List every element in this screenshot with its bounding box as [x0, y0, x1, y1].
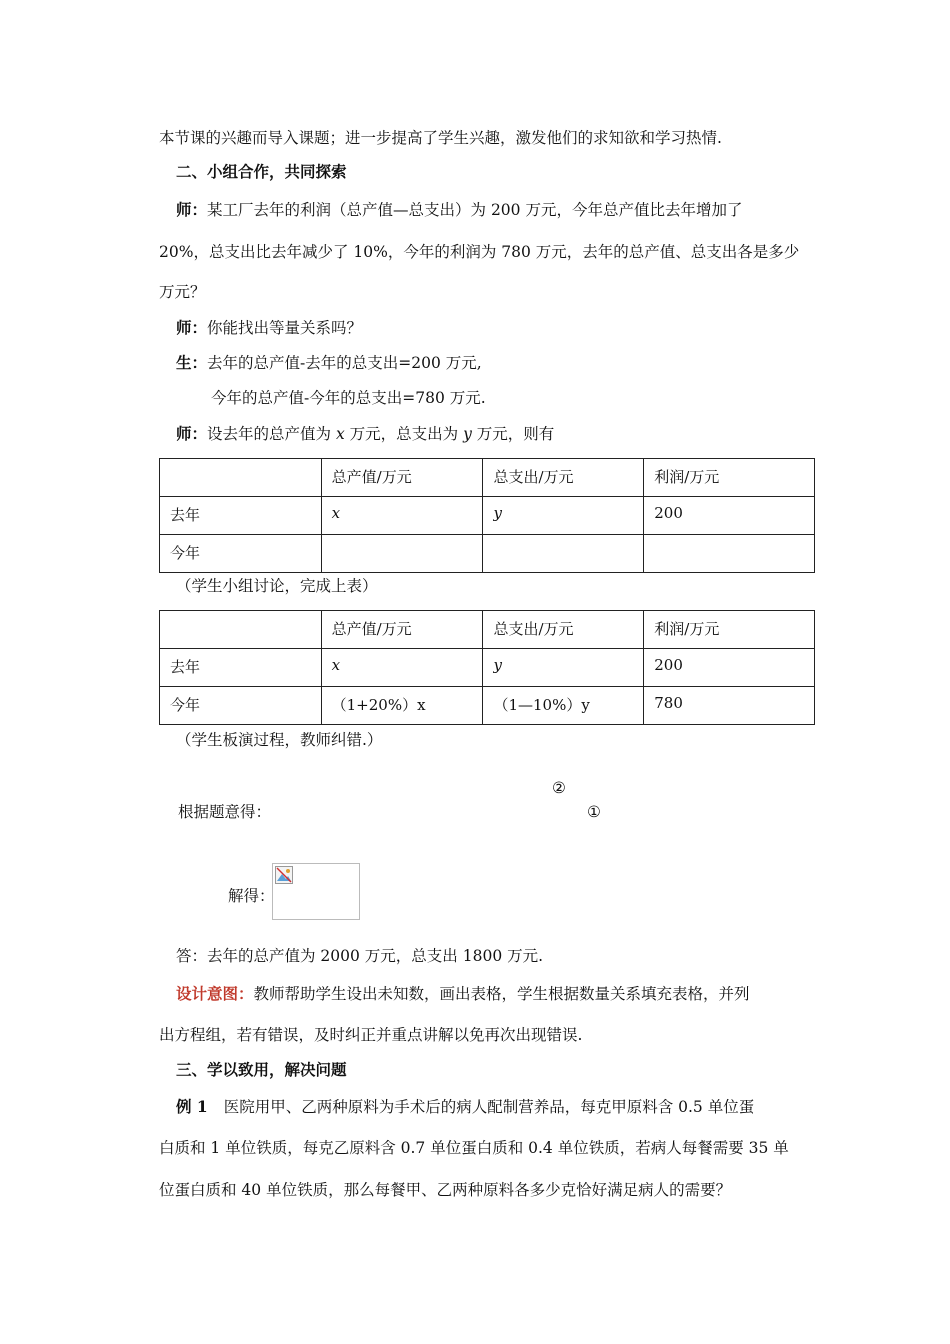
table-header-row [160, 611, 815, 649]
table-cell: 200 [644, 649, 815, 687]
table-cell: 今年 [160, 535, 322, 573]
solve-label: 解得： [228, 887, 275, 905]
example-text: 医院用甲、乙两种原料为手术后的病人配制营养品，每克甲原料含 0.5 单位蛋 [223, 1098, 755, 1116]
table-header-cell: 总产值/万元 [321, 459, 483, 497]
table-row [160, 497, 815, 535]
table-header-cell: 总支出/万元 [483, 459, 644, 497]
broken-image-icon [275, 866, 293, 884]
example-line-1 [176, 1097, 754, 1117]
design-intent-label: 设计意图： [176, 984, 254, 1003]
table-cell: 去年 [160, 649, 322, 687]
design-intent-line-2: 出方程组，若有错误，及时纠正并重点讲解以免再次出现错误. [159, 1026, 583, 1044]
table-cell: x [321, 497, 483, 535]
table-cell: 去年 [160, 497, 322, 535]
table-cell: 200 [644, 497, 815, 535]
speaker-teacher: 师： [176, 424, 208, 443]
table-header-cell [160, 611, 322, 649]
table-cell: y [483, 649, 644, 687]
section-heading-2: 二、小组合作，共同探索 [176, 162, 347, 181]
table-note-discussion: （学生小组讨论，完成上表） [176, 577, 378, 595]
table-cell: （1—10%）y [483, 687, 644, 725]
table-row [160, 687, 815, 725]
table-header-cell: 总产值/万元 [321, 611, 483, 649]
setup-mid: 万元，总支出为 [344, 425, 464, 443]
setup-pre: 设去年的总产值为 [207, 425, 336, 443]
table-note-correction: （学生板演过程，教师纠错.） [176, 731, 383, 749]
speaker-teacher: 师： [176, 200, 208, 219]
speaker-student: 生： [176, 353, 208, 372]
setup-post: 万元，则有 [471, 425, 555, 443]
table-header-cell: 利润/万元 [644, 459, 815, 497]
by-problem-label: 根据题意得： [178, 803, 272, 821]
example-line-3: 位蛋白质和 40 单位铁质，那么每餐甲、乙两种原料各多少克恰好满足病人的需要？ [159, 1181, 732, 1199]
table-blank [159, 458, 815, 573]
student-answer-line-2: 今年的总产值-今年的总支出=780 万元. [211, 389, 486, 407]
teacher-problem-line-1 [176, 200, 742, 220]
var-y: y [463, 425, 472, 443]
solution-image-placeholder [272, 863, 360, 920]
teacher-question [176, 318, 362, 338]
table-cell [321, 535, 483, 573]
table-cell: 今年 [160, 687, 322, 725]
problem-text: 某工厂去年的利润（总产值—总支出）为 200 万元，今年总产值比去年增加了 [207, 201, 743, 219]
table-cell [483, 535, 644, 573]
intro-line: 本节课的兴趣而导入课题；进一步提高了学生兴趣，激发他们的求知欲和学习热情. [159, 129, 722, 147]
table-cell: 780 [644, 687, 815, 725]
table-row [160, 535, 815, 573]
example-line-2: 白质和 1 单位铁质，每克乙原料含 0.7 单位蛋白质和 0.4 单位铁质，若病人每餐需要 35 单 [159, 1139, 789, 1157]
table-header-row [160, 459, 815, 497]
section-heading-3: 三、学以致用，解决问题 [176, 1060, 347, 1079]
question-text: 你能找出等量关系吗？ [207, 319, 363, 337]
table-filled [159, 610, 815, 725]
teacher-problem-line-2: 20%，总支出比去年减少了 10%，今年的利润为 780 万元，去年的总产值、总支出各是多少 [159, 243, 800, 261]
table-header-cell [160, 459, 322, 497]
table-cell: y [483, 497, 644, 535]
var-x: x [335, 425, 345, 443]
design-intent-line-1 [176, 984, 750, 1004]
table-header-cell: 利润/万元 [644, 611, 815, 649]
answer-line: 答：去年的总产值为 2000 万元，总支出 1800 万元. [176, 947, 544, 965]
student-answer-line-1 [176, 353, 482, 373]
example-label: 例 1 [176, 1097, 208, 1116]
table-row [160, 649, 815, 687]
equation-marker-2: ② [552, 779, 566, 797]
table-cell: （1+20%）x [321, 687, 483, 725]
equation-marker-1: ① [587, 803, 601, 821]
table-cell [644, 535, 815, 573]
teacher-setup [176, 424, 554, 444]
table-cell: x [321, 649, 483, 687]
design-intent-text: 教师帮助学生设出未知数，画出表格，学生根据数量关系填充表格，并列 [253, 985, 750, 1003]
answer-text: 去年的总产值-去年的总支出=200 万元, [207, 354, 482, 372]
teacher-problem-line-3: 万元？ [159, 283, 206, 301]
table-header-cell: 总支出/万元 [483, 611, 644, 649]
speaker-teacher: 师： [176, 318, 208, 337]
